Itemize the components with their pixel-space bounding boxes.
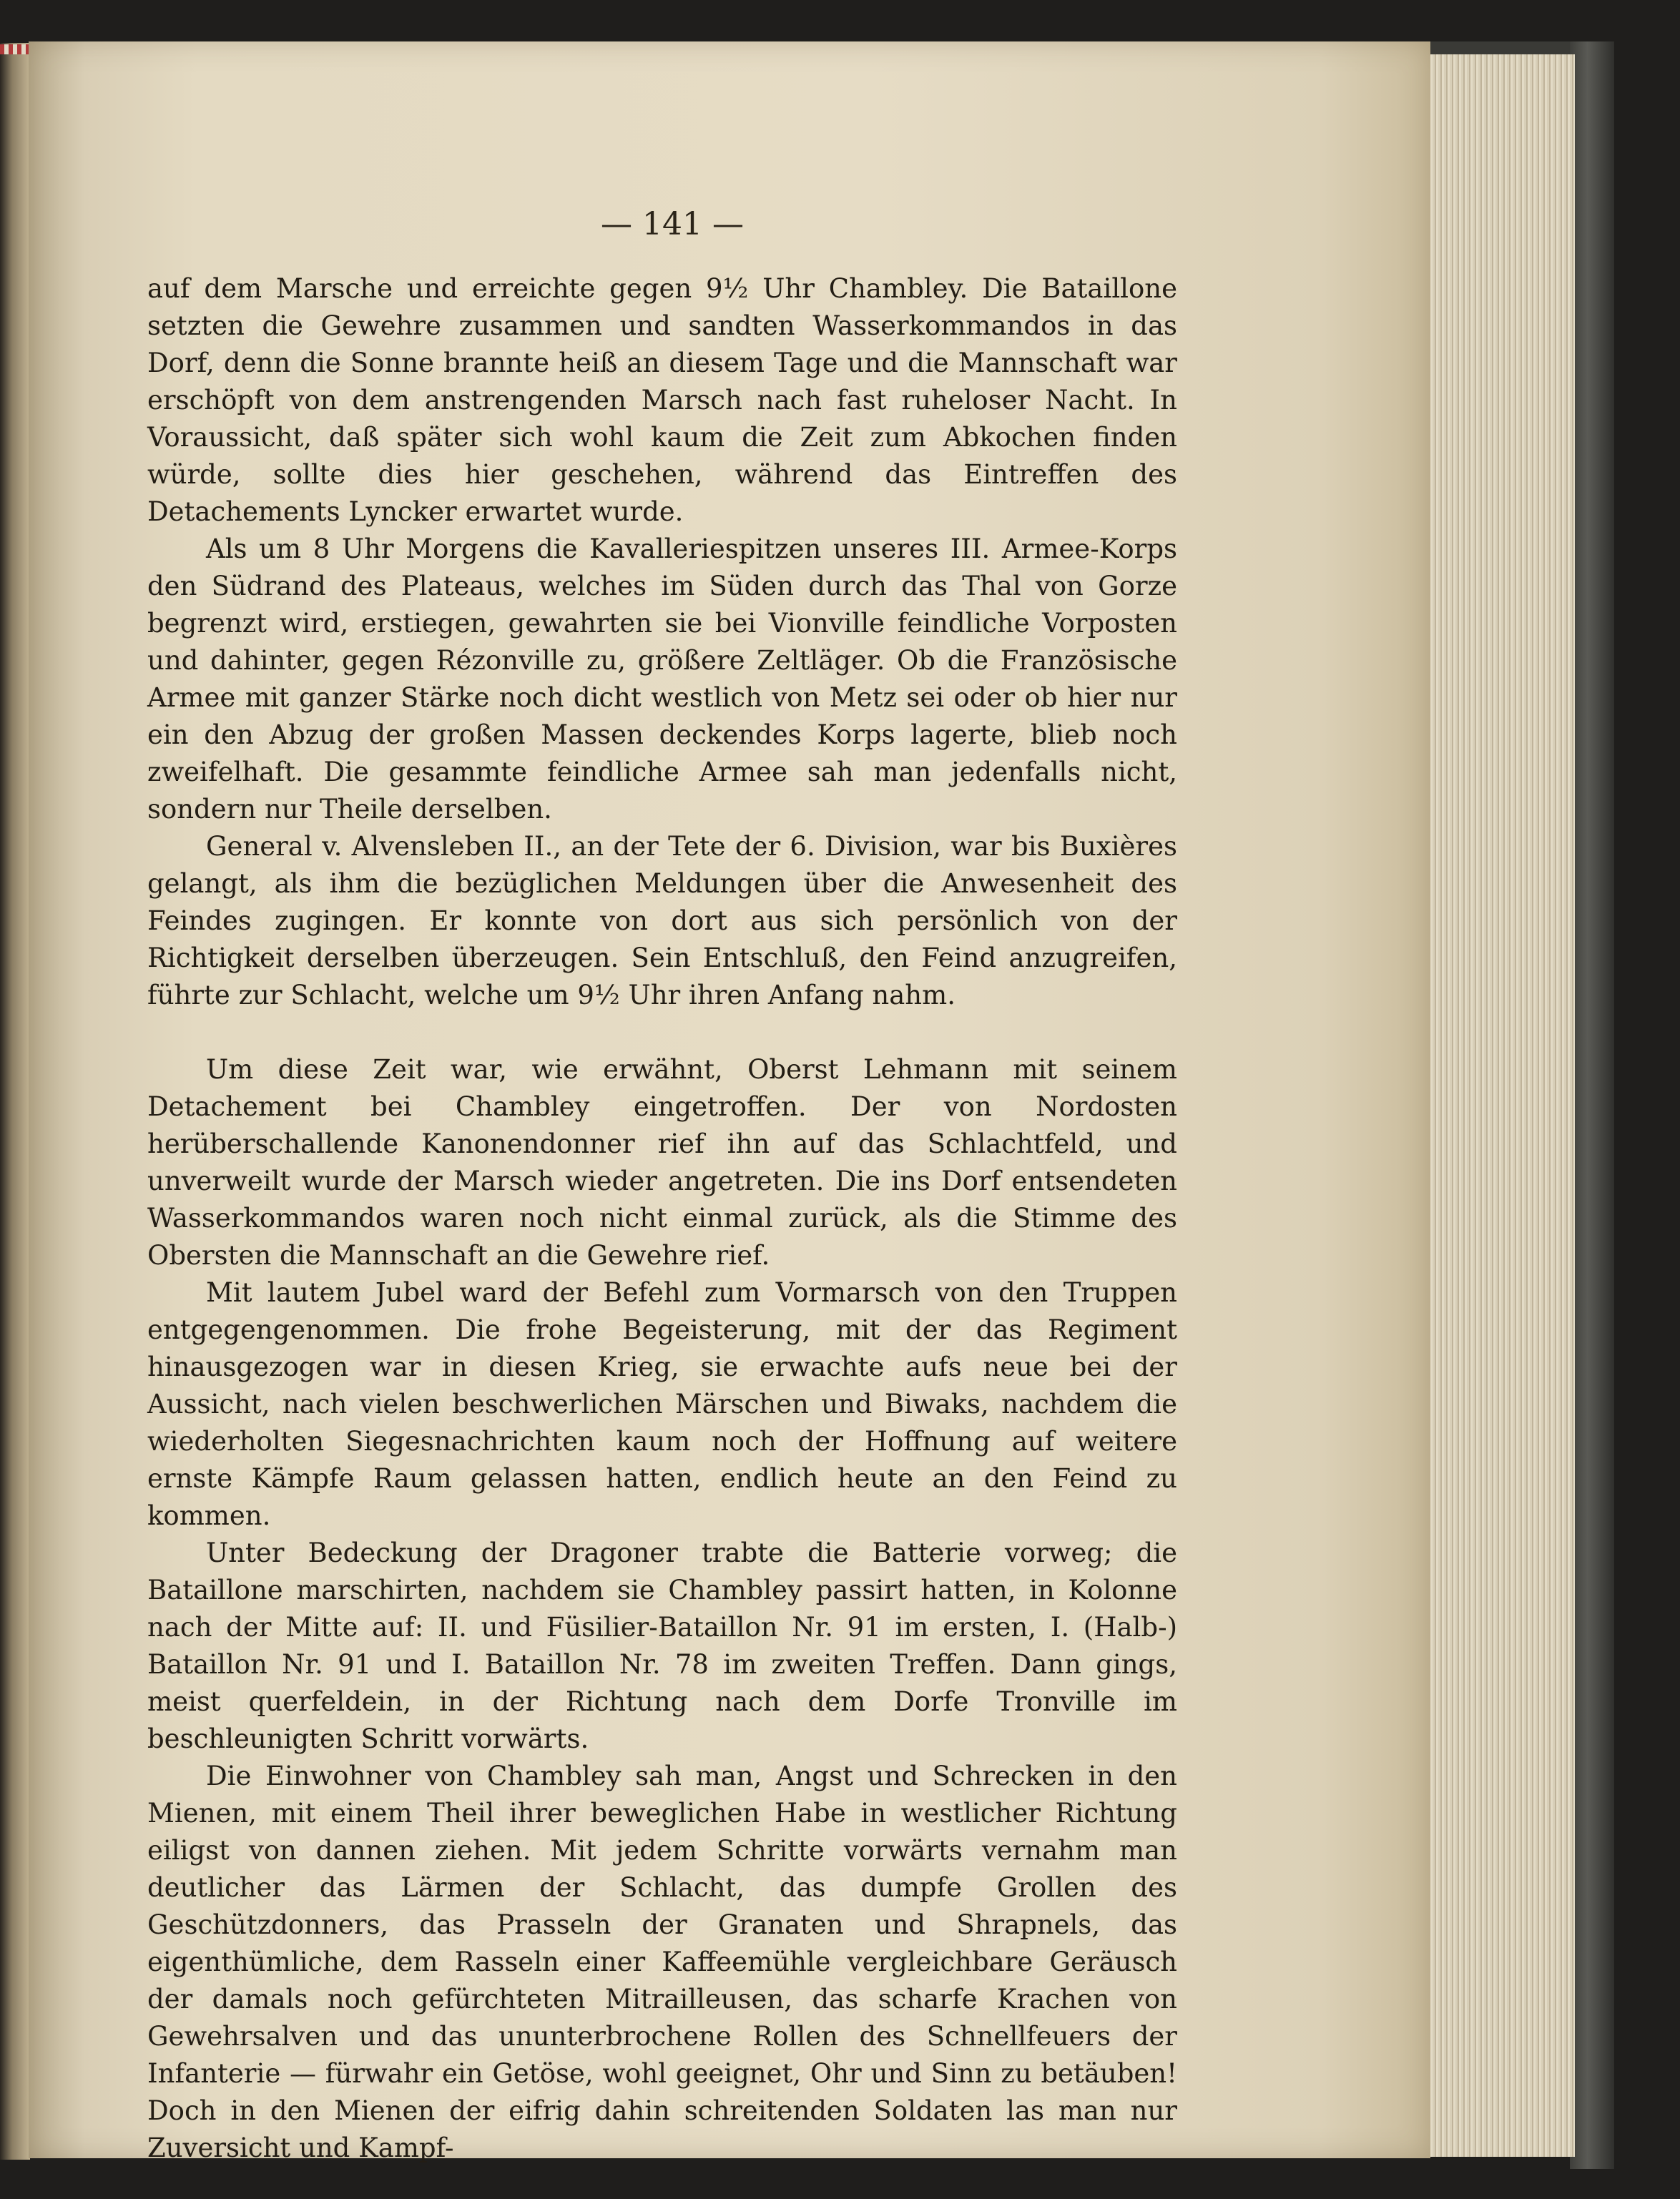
paragraph-3: General v. Alvensleben II., an der Tete der 6. Division, war bis Buxières gelangt, als ihm die bezüglichen Meldungen über die Anwesenheit des Feindes zugingen. Er konnte von dort aus sich persönlich von der Richtigkeit derselben überzeugen. Sein Entschluß, den Feind anzugreifen, führte zur Schlacht, welche um 9½ Uhr ihren Anfang nahm. xyxy=(147,831,1177,1010)
page-number: — 141 — xyxy=(601,206,744,242)
paragraph-4: Um diese Zeit war, wie erwähnt, Oberst Lehmann mit seinem Detachement bei Chambley eingetroffen. Der von Nordosten herüberschallende Kanonendonner rief ihn auf das Schlachtfeld, und unverweilt wurde der Marsch wieder angetreten. Die ins Dorf entsendeten Wasserkommandos waren noch nicht einmal zurück, als die Stimme des Obersten die Mannschaft an die Gewehre rief. xyxy=(147,1054,1177,1271)
paragraph-5: Mit lautem Jubel ward der Befehl zum Vormarsch von den Truppen entgegengenommen. Die frohe Begeisterung, mit der das Regiment hinausgezogen war in diesen Krieg, sie erwachte aufs neue bei der Aussicht, nach vielen beschwerlichen Märschen und Biwaks, nachdem die wiederholten Siegesnachrichten kaum noch der Hoffnung auf weitere ernste Kämpfe Raum gelassen hatten, endlich heute an den Feind zu kommen. xyxy=(147,1277,1177,1531)
paragraph-2: Als um 8 Uhr Morgens die Kavalleriespitzen unseres III. Armee-Korps den Südrand des Plateaus, welches im Süden durch das Thal von Gorze begrenzt wird, erstiegen, gewahrten sie bei Vionville feindliche Vorposten und dahinter, gegen Rézonville zu, größere Zeltläger. Ob die Französische Armee mit ganzer Stärke noch dicht westlich von Metz sei oder ob hier nur ein den Abzug der großen Massen deckendes Korps lagerte, blieb noch zweifelhaft. Die gesammte feindliche Armee sah man jedenfalls nicht, sondern nur Theile derselben. xyxy=(147,533,1177,825)
paragraph-1: auf dem Marsche und erreichte gegen 9½ Uhr Chambley. Die Bataillone setzten die Gewehre zusammen und sandten Wasserkommandos in das Dorf, denn die Sonne brannte heiß an diesem Tage und die Mannschaft war erschöpft von dem anstrengenden Marsch nach fast ruheloser Nacht. In Voraussicht, daß später sich wohl kaum die Zeit zum Abkochen finden würde, sollte dies hier geschehen, während das Eintreffen des Detachements Lyncker erwartet wurde. xyxy=(147,273,1177,527)
paragraph-6: Unter Bedeckung der Dragoner trabte die Batterie vorweg; die Bataillone marschirten, nachdem sie Chambley passirt hatten, in Kolonne nach der Mitte auf: II. und Füsilier-Bataillon Nr. 91 im ersten, I. (Halb-) Bataillon Nr. 91 und I. Bataillon Nr. 78 im zweiten Treffen. Dann gings, meist querfeldein, in der Richtung nach dem Dorfe Tronville im beschleunigten Schritt vorwärts. xyxy=(147,1538,1177,1754)
paragraph-7: Die Einwohner von Chambley sah man, Angst und Schrecken in den Mienen, mit einem Theil ihrer beweglichen Habe in westlicher Richtung eiligst von dannen ziehen. Mit jedem Schritte vorwärts vernahm man deutlicher das Lärmen der Schlacht, das dumpfe Grollen des Geschützdonners, das Prasseln der Granaten und Shrapnels, das eigenthümliche, dem Rasseln einer Kaffeemühle vergleichbare Geräusch der damals noch gefürchteten Mitrailleusen, das scharfe Krachen von Gewehrsalven und das ununterbrochene Rollen des Schnellfeuers der Infanterie — fürwahr ein Getöse, wohl geeignet, Ohr und Sinn zu betäuben! Doch in den Mienen der eifrig dahin schreitenden Soldaten las man nur Zuversicht und Kampf- xyxy=(147,1761,1177,2163)
left-page-edge xyxy=(0,43,30,2160)
page-text xyxy=(147,270,1177,2167)
book-cover-spine xyxy=(1570,41,1614,2169)
